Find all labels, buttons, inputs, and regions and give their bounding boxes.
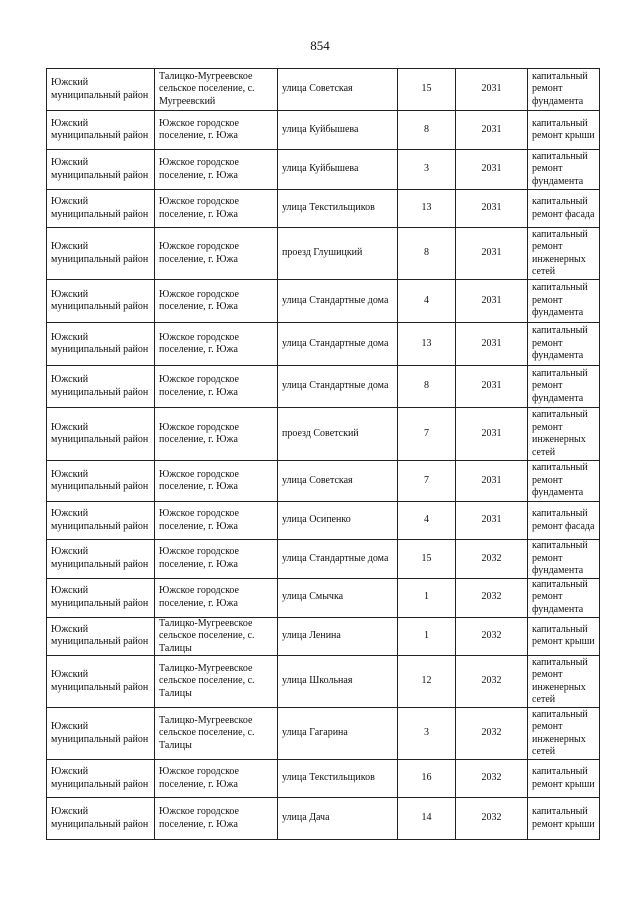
work-type-cell: капитальный ремонт инженерных сетей	[528, 656, 600, 708]
table-row	[47, 150, 600, 190]
work-type-cell: капитальный ремонт фундамента	[528, 461, 600, 502]
table-row	[47, 111, 600, 150]
settlement-cell: Талицко-Мугреевское сельское поселение, с. Талицы	[155, 708, 278, 760]
settlement-cell: Талицко-Мугреевское сельское поселение, с. Мугреевский	[155, 69, 278, 111]
work-type-cell: капитальный ремонт фундамента	[528, 578, 600, 617]
district-cell: Южский муниципальный район	[47, 617, 155, 656]
year-cell: 2031	[456, 111, 528, 150]
work-type-cell: капитальный ремонт фундамента	[528, 280, 600, 323]
work-type-cell: капитальный ремонт инженерных сетей	[528, 228, 600, 280]
house-number-cell: 7	[398, 461, 456, 502]
year-cell: 2032	[456, 760, 528, 798]
house-number-cell: 14	[398, 798, 456, 840]
table-row	[47, 408, 600, 461]
settlement-cell: Южское городское поселение, г. Южа	[155, 408, 278, 461]
street-cell: улица Школьная	[278, 656, 398, 708]
district-cell: Южский муниципальный район	[47, 656, 155, 708]
house-number-cell: 3	[398, 708, 456, 760]
year-cell: 2031	[456, 280, 528, 323]
house-number-cell: 12	[398, 656, 456, 708]
house-number-cell: 7	[398, 408, 456, 461]
work-type-cell: капитальный ремонт инженерных сетей	[528, 708, 600, 760]
district-cell: Южский муниципальный район	[47, 708, 155, 760]
table-row	[47, 708, 600, 760]
street-cell: улица Советская	[278, 461, 398, 502]
table-row	[47, 578, 600, 617]
table-row	[47, 280, 600, 323]
repair-schedule-table	[46, 68, 600, 840]
year-cell: 2031	[456, 69, 528, 111]
year-cell: 2032	[456, 656, 528, 708]
street-cell: улица Текстильщиков	[278, 760, 398, 798]
settlement-cell: Талицко-Мугреевское сельское поселение, с. Талицы	[155, 617, 278, 656]
house-number-cell: 16	[398, 760, 456, 798]
work-type-cell: капитальный ремонт крыши	[528, 798, 600, 840]
street-cell: улица Стандартные дома	[278, 540, 398, 579]
work-type-cell: капитальный ремонт фундамента	[528, 366, 600, 408]
house-number-cell: 3	[398, 150, 456, 190]
work-type-cell: капитальный ремонт крыши	[528, 760, 600, 798]
settlement-cell: Южское городское поселение, г. Южа	[155, 760, 278, 798]
street-cell: улица Стандартные дома	[278, 366, 398, 408]
district-cell: Южский муниципальный район	[47, 228, 155, 280]
table-row	[47, 540, 600, 579]
page-number: 854	[310, 38, 330, 53]
district-cell: Южский муниципальный район	[47, 190, 155, 228]
settlement-cell: Южское городское поселение, г. Южа	[155, 798, 278, 840]
work-type-cell: капитальный ремонт инженерных сетей	[528, 408, 600, 461]
street-cell: проезд Глушицкий	[278, 228, 398, 280]
year-cell: 2031	[456, 190, 528, 228]
table-row	[47, 190, 600, 228]
house-number-cell: 8	[398, 366, 456, 408]
work-type-cell: капитальный ремонт фасада	[528, 190, 600, 228]
district-cell: Южский муниципальный район	[47, 502, 155, 540]
settlement-cell: Южское городское поселение, г. Южа	[155, 111, 278, 150]
settlement-cell: Южское городское поселение, г. Южа	[155, 228, 278, 280]
settlement-cell: Южское городское поселение, г. Южа	[155, 150, 278, 190]
house-number-cell: 13	[398, 323, 456, 366]
work-type-cell: капитальный ремонт фундамента	[528, 323, 600, 366]
settlement-cell: Южское городское поселение, г. Южа	[155, 578, 278, 617]
street-cell: улица Советская	[278, 69, 398, 111]
settlement-cell: Южское городское поселение, г. Южа	[155, 502, 278, 540]
district-cell: Южский муниципальный район	[47, 798, 155, 840]
settlement-cell: Южское городское поселение, г. Южа	[155, 323, 278, 366]
year-cell: 2031	[456, 408, 528, 461]
table-row	[47, 461, 600, 502]
street-cell: улица Стандартные дома	[278, 280, 398, 323]
street-cell: проезд Советский	[278, 408, 398, 461]
settlement-cell: Южское городское поселение, г. Южа	[155, 366, 278, 408]
settlement-cell: Талицко-Мугреевское сельское поселение, с. Талицы	[155, 656, 278, 708]
street-cell: улица Текстильщиков	[278, 190, 398, 228]
table-row	[47, 228, 600, 280]
work-type-cell: капитальный ремонт крыши	[528, 617, 600, 656]
settlement-cell: Южское городское поселение, г. Южа	[155, 540, 278, 579]
table-row	[47, 323, 600, 366]
district-cell: Южский муниципальный район	[47, 578, 155, 617]
district-cell: Южский муниципальный район	[47, 540, 155, 579]
year-cell: 2031	[456, 366, 528, 408]
work-type-cell: капитальный ремонт фасада	[528, 502, 600, 540]
year-cell: 2031	[456, 461, 528, 502]
district-cell: Южский муниципальный район	[47, 69, 155, 111]
table-row	[47, 366, 600, 408]
street-cell: улица Дача	[278, 798, 398, 840]
year-cell: 2031	[456, 502, 528, 540]
table-row	[47, 656, 600, 708]
year-cell: 2031	[456, 150, 528, 190]
house-number-cell: 8	[398, 228, 456, 280]
year-cell: 2032	[456, 578, 528, 617]
settlement-cell: Южское городское поселение, г. Южа	[155, 461, 278, 502]
table-row	[47, 617, 600, 656]
table-row	[47, 69, 600, 111]
district-cell: Южский муниципальный район	[47, 408, 155, 461]
work-type-cell: капитальный ремонт крыши	[528, 111, 600, 150]
house-number-cell: 15	[398, 540, 456, 579]
settlement-cell: Южское городское поселение, г. Южа	[155, 190, 278, 228]
district-cell: Южский муниципальный район	[47, 323, 155, 366]
year-cell: 2031	[456, 323, 528, 366]
district-cell: Южский муниципальный район	[47, 111, 155, 150]
district-cell: Южский муниципальный район	[47, 461, 155, 502]
street-cell: улица Куйбышева	[278, 150, 398, 190]
street-cell: улица Смычка	[278, 578, 398, 617]
district-cell: Южский муниципальный район	[47, 280, 155, 323]
street-cell: улица Гагарина	[278, 708, 398, 760]
street-cell: улица Ленина	[278, 617, 398, 656]
settlement-cell: Южское городское поселение, г. Южа	[155, 280, 278, 323]
year-cell: 2031	[456, 228, 528, 280]
street-cell: улица Осипенко	[278, 502, 398, 540]
table-row	[47, 760, 600, 798]
house-number-cell: 13	[398, 190, 456, 228]
district-cell: Южский муниципальный район	[47, 150, 155, 190]
year-cell: 2032	[456, 708, 528, 760]
year-cell: 2032	[456, 798, 528, 840]
district-cell: Южский муниципальный район	[47, 366, 155, 408]
house-number-cell: 4	[398, 280, 456, 323]
year-cell: 2032	[456, 617, 528, 656]
house-number-cell: 8	[398, 111, 456, 150]
house-number-cell: 15	[398, 69, 456, 111]
street-cell: улица Стандартные дома	[278, 323, 398, 366]
house-number-cell: 1	[398, 578, 456, 617]
table-row	[47, 798, 600, 840]
street-cell: улица Куйбышева	[278, 111, 398, 150]
work-type-cell: капитальный ремонт фундамента	[528, 69, 600, 111]
house-number-cell: 4	[398, 502, 456, 540]
year-cell: 2032	[456, 540, 528, 579]
district-cell: Южский муниципальный район	[47, 760, 155, 798]
house-number-cell: 1	[398, 617, 456, 656]
table-row	[47, 502, 600, 540]
work-type-cell: капитальный ремонт фундамента	[528, 150, 600, 190]
work-type-cell: капитальный ремонт фундамента	[528, 540, 600, 579]
